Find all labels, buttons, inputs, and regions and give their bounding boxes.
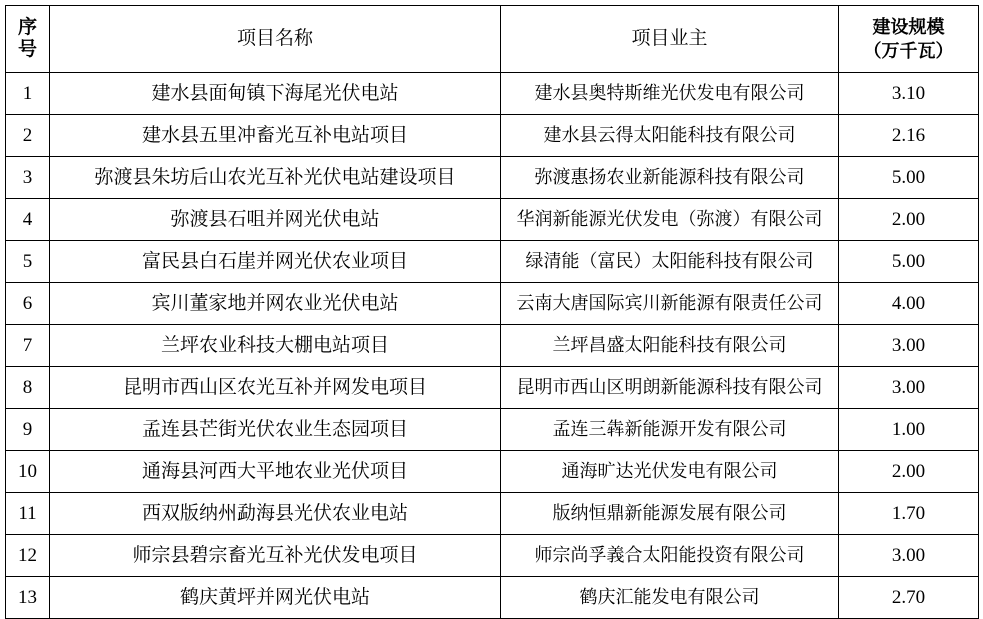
table-row [6,409,979,451]
table-row [6,535,979,577]
cell-project-owner: 建水县奥特斯维光伏发电有限公司 [501,73,839,115]
table-row [6,577,979,619]
cell-construction-scale: 3.00 [839,535,979,577]
cell-project-owner: 绿清能（富民）太阳能科技有限公司 [501,241,839,283]
column-header-index-line1: 序 [17,17,37,39]
table-body [6,73,979,619]
document-page [0,5,983,610]
cell-construction-scale: 3.00 [839,367,979,409]
cell-index: 5 [6,241,50,283]
table-row [6,199,979,241]
cell-index: 9 [6,409,50,451]
cell-project-name: 鹤庆黄坪并网光伏电站 [50,577,501,619]
cell-project-owner: 师宗尚孚義合太阳能投资有限公司 [501,535,839,577]
cell-project-name: 宾川董家地并网农业光伏电站 [50,283,501,325]
cell-construction-scale: 5.00 [839,241,979,283]
cell-index: 13 [6,577,50,619]
cell-index: 10 [6,451,50,493]
cell-project-name: 富民县白石崖并网光伏农业项目 [50,241,501,283]
cell-project-owner: 华润新能源光伏发电（弥渡）有限公司 [501,199,839,241]
cell-project-name: 通海县河西大平地农业光伏项目 [50,451,501,493]
column-header-construction-scale [839,6,979,73]
cell-construction-scale: 1.00 [839,409,979,451]
cell-project-name: 兰坪农业科技大棚电站项目 [50,325,501,367]
column-header-scale-line2: （万千瓦） [863,41,954,61]
cell-construction-scale: 4.00 [839,283,979,325]
cell-index: 6 [6,283,50,325]
cell-construction-scale: 3.00 [839,325,979,367]
cell-project-owner: 云南大唐国际宾川新能源有限责任公司 [501,283,839,325]
cell-construction-scale: 2.16 [839,115,979,157]
cell-project-owner: 昆明市西山区明朗新能源科技有限公司 [501,367,839,409]
cell-project-owner: 通海旷达光伏发电有限公司 [501,451,839,493]
table-row [6,283,979,325]
column-header-index [6,6,50,73]
cell-index: 8 [6,367,50,409]
column-header-project-name: 项目名称 [50,6,501,73]
table-row [6,73,979,115]
table-row [6,367,979,409]
cell-index: 11 [6,493,50,535]
cell-project-name: 孟连县芒街光伏农业生态园项目 [50,409,501,451]
cell-project-name: 建水县面甸镇下海尾光伏电站 [50,73,501,115]
cell-index: 1 [6,73,50,115]
column-header-scale-line1: 建设规模 [872,16,945,37]
cell-project-name: 师宗县碧宗畜光互补光伏发电项目 [50,535,501,577]
cell-project-owner: 弥渡惠扬农业新能源科技有限公司 [501,157,839,199]
cell-construction-scale: 3.10 [839,73,979,115]
cell-construction-scale: 1.70 [839,493,979,535]
table-row [6,157,979,199]
cell-index: 7 [6,325,50,367]
table-row [6,325,979,367]
cell-project-owner: 孟连三犇新能源开发有限公司 [501,409,839,451]
cell-project-name: 昆明市西山区农光互补并网发电项目 [50,367,501,409]
cell-project-name: 弥渡县石咀并网光伏电站 [50,199,501,241]
cell-project-name: 西双版纳州勐海县光伏农业电站 [50,493,501,535]
table-row [6,451,979,493]
table-header [6,6,979,73]
table-row [6,241,979,283]
cell-index: 2 [6,115,50,157]
column-header-project-owner: 项目业主 [501,6,839,73]
cell-project-owner: 版纳恒鼎新能源发展有限公司 [501,493,839,535]
cell-index: 12 [6,535,50,577]
cell-project-name: 弥渡县朱坊后山农光互补光伏电站建设项目 [50,157,501,199]
table-header-row [6,6,979,73]
table-row [6,493,979,535]
cell-construction-scale: 2.70 [839,577,979,619]
cell-index: 4 [6,199,50,241]
cell-index: 3 [6,157,50,199]
cell-project-owner: 鹤庆汇能发电有限公司 [501,577,839,619]
cell-project-owner: 建水县云得太阳能科技有限公司 [501,115,839,157]
table-row [6,115,979,157]
cell-project-name: 建水县五里冲畜光互补电站项目 [50,115,501,157]
project-list-table [5,5,979,619]
cell-construction-scale: 5.00 [839,157,979,199]
cell-construction-scale: 2.00 [839,199,979,241]
cell-construction-scale: 2.00 [839,451,979,493]
cell-project-owner: 兰坪昌盛太阳能科技有限公司 [501,325,839,367]
column-header-index-line2: 号 [17,39,37,60]
